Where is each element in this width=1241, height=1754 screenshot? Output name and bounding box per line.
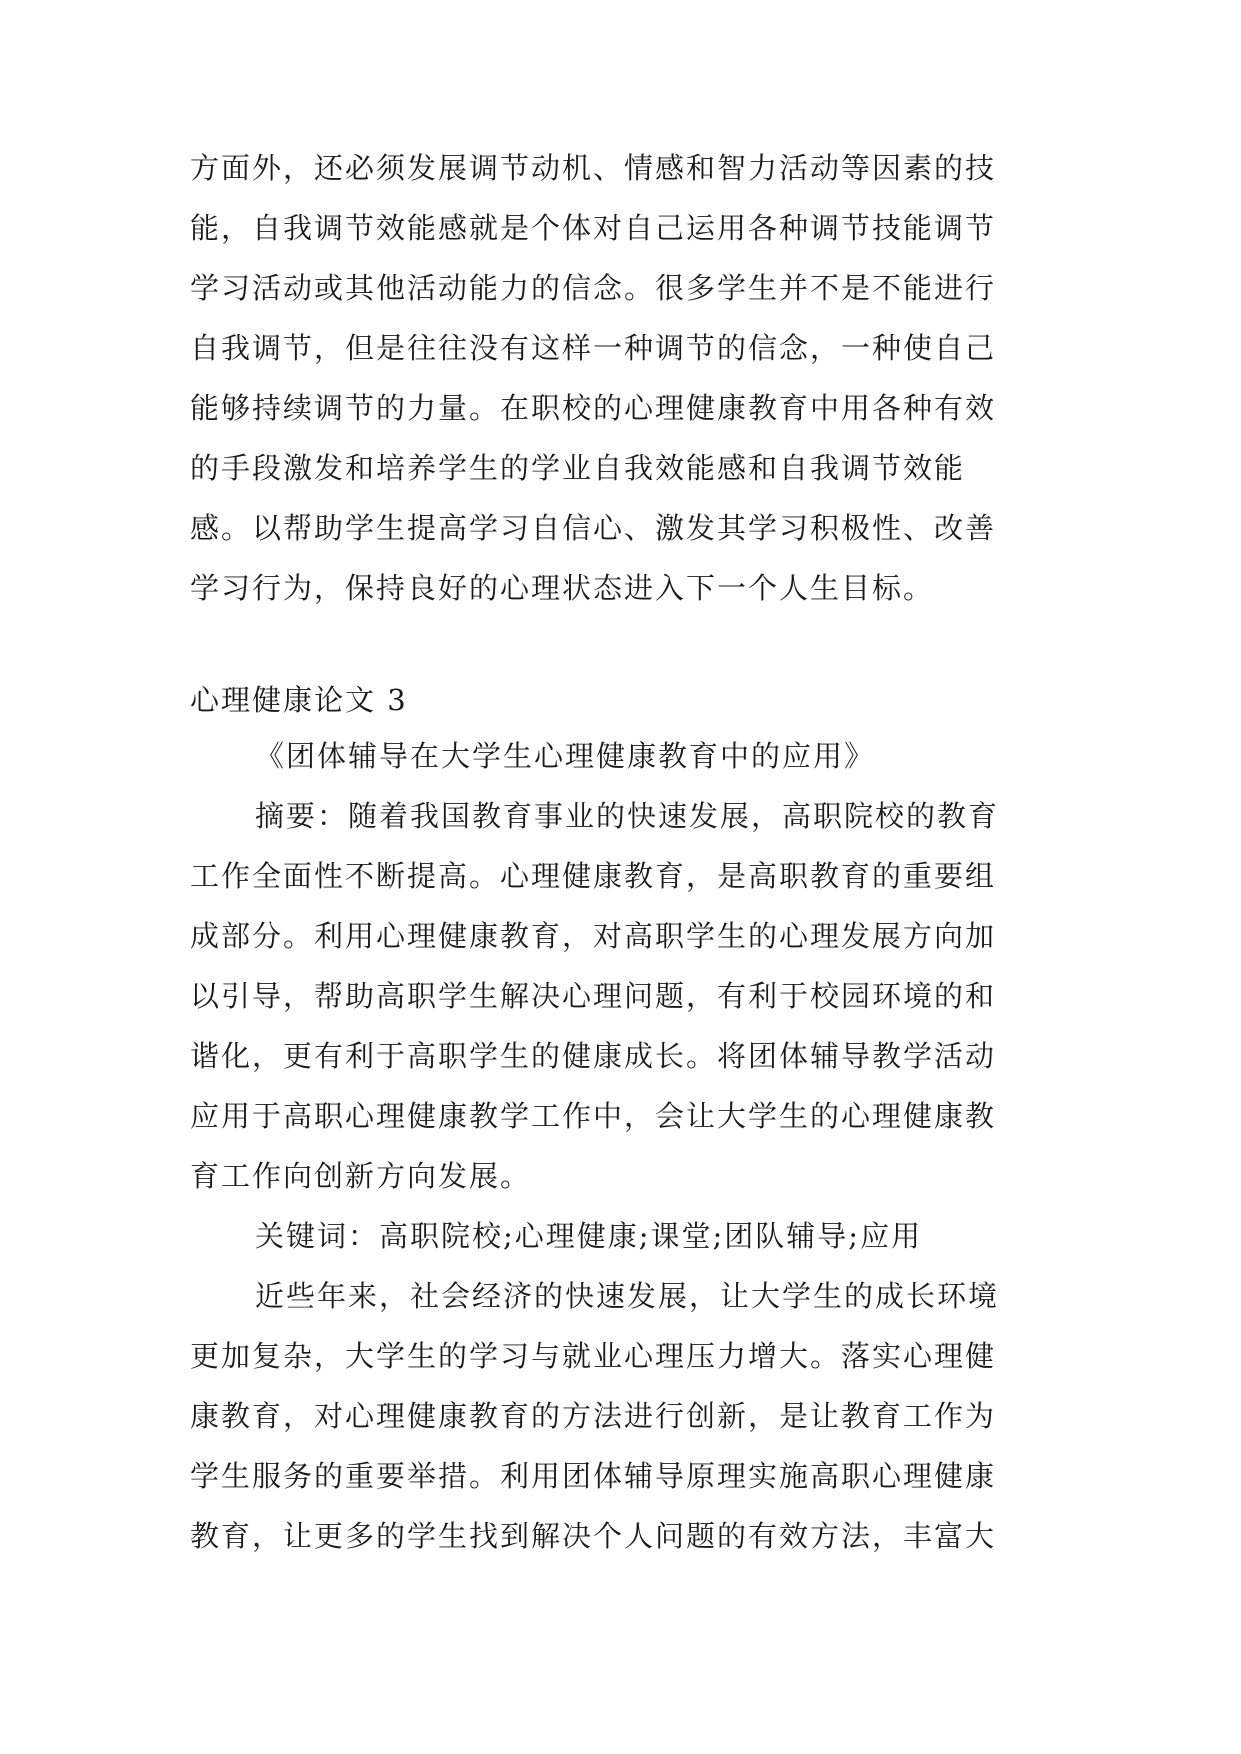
article-title: 《团体辅导在大学生心理健康教育中的应用》	[255, 739, 876, 773]
text-line: 学生服务的重要举措。利用团体辅导原理实施高职心理健康	[190, 1459, 997, 1493]
text-line: 能，自我调节效能感就是个体对自己运用各种调节技能调节	[190, 211, 997, 245]
text-line: 康教育，对心理健康教育的方法进行创新，是让教育工作为	[190, 1399, 997, 1433]
text-line: 摘要：随着我国教育事业的快速发展，高职院校的教育	[255, 799, 1000, 833]
text-line: 的手段激发和培养学生的学业自我效能感和自我调节效能	[190, 451, 966, 485]
section-heading: 心理健康论文 3	[190, 683, 408, 717]
text-line: 工作全面性不断提高。心理健康教育，是高职教育的重要组	[190, 859, 997, 893]
text-line: 感。以帮助学生提高学习自信心、激发其学习积极性、改善	[190, 511, 997, 545]
text-line: 教育，让更多的学生找到解决个人问题的有效方法，丰富大	[190, 1519, 997, 1553]
text-line: 成部分。利用心理健康教育，对高职学生的心理发展方向加	[190, 919, 997, 953]
keywords: 关键词：高职院校;心理健康;课堂;团队辅导;应用	[255, 1219, 923, 1253]
text-line: 育工作向创新方向发展。	[190, 1159, 532, 1193]
text-line: 近些年来，社会经济的快速发展，让大学生的成长环境	[255, 1279, 1000, 1313]
text-line: 自我调节，但是往往没有这样一种调节的信念，一种使自己	[190, 331, 997, 365]
text-line: 方面外，还必须发展调节动机、情感和智力活动等因素的技	[190, 151, 997, 185]
text-line: 应用于高职心理健康教学工作中，会让大学生的心理健康教	[190, 1099, 997, 1133]
text-line: 谐化，更有利于高职学生的健康成长。将团体辅导教学活动	[190, 1039, 997, 1073]
text-line: 以引导，帮助高职学生解决心理问题，有利于校园环境的和	[190, 979, 997, 1013]
text-line: 学习活动或其他活动能力的信念。很多学生并不是不能进行	[190, 271, 997, 305]
text-line: 更加复杂，大学生的学习与就业心理压力增大。落实心理健	[190, 1339, 997, 1373]
text-line: 能够持续调节的力量。在职校的心理健康教育中用各种有效	[190, 391, 997, 425]
text-line: 学习行为，保持良好的心理状态进入下一个人生目标。	[190, 571, 935, 605]
